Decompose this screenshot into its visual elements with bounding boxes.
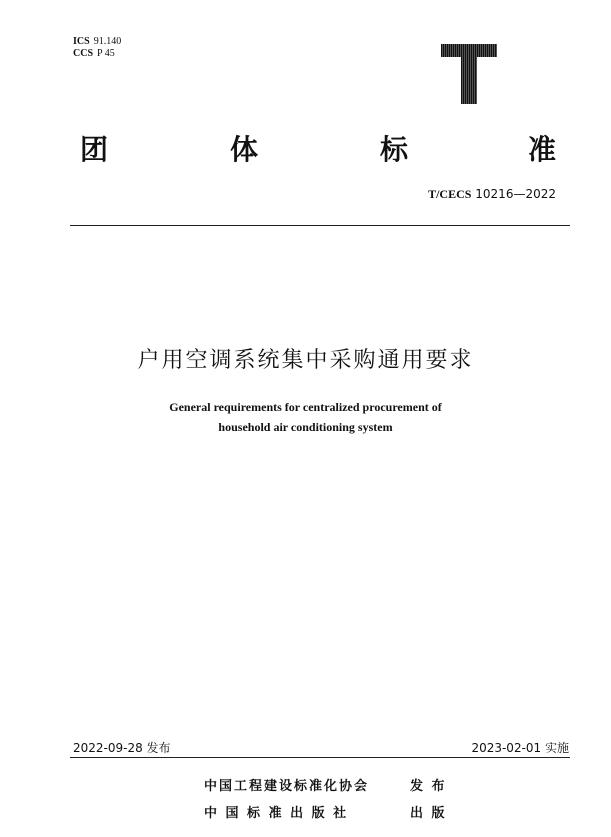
press-role: 出 版 <box>410 806 447 821</box>
kind-char-2: 体 <box>230 133 259 166</box>
ccs-code: CCS P 45 <box>73 48 115 59</box>
publisher-role: 发 布 <box>410 779 447 794</box>
standard-number: T/CECS 10216—2022 <box>428 187 556 201</box>
kind-char-4: 准 <box>528 133 557 166</box>
top-divider <box>70 225 570 226</box>
ics-code: ICS 91.140 <box>73 36 122 47</box>
bottom-divider <box>70 757 570 758</box>
classification-codes <box>73 36 121 60</box>
kind-char-1: 团 <box>80 133 109 166</box>
title-chinese: 户用空调系统集中采购通用要求 <box>137 348 474 373</box>
implement-date: 2023-02-01 实施 <box>471 741 569 755</box>
issue-date: 2022-09-28 发布 <box>73 741 171 755</box>
press-name: 中 国 标 准 出 版 社 <box>204 806 349 821</box>
standard-t-icon <box>441 44 497 104</box>
title-english: General requirements for centralized procurement of household air conditioning system <box>169 400 442 434</box>
kind-char-3: 标 <box>380 133 409 166</box>
publisher-name: 中国工程建设标准化协会 <box>204 779 370 794</box>
